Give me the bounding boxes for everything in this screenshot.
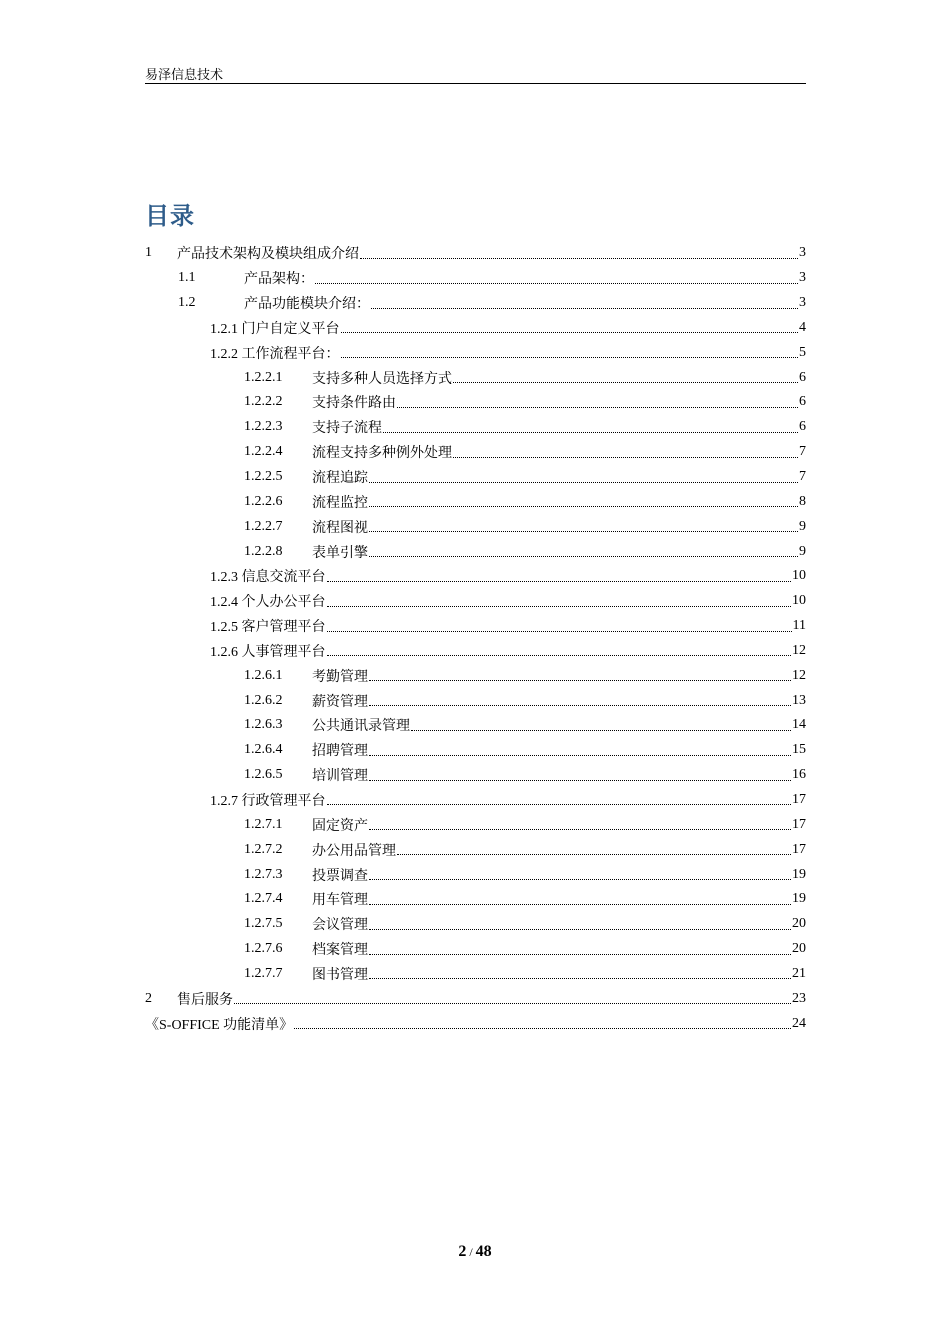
toc-entry-label: 支持子流程 — [312, 421, 382, 437]
toc-leader-dots — [327, 655, 792, 656]
toc-entry[interactable] — [145, 365, 806, 390]
toc-entry-label: 流程图视 — [312, 520, 368, 536]
toc-entry-number: 1.2.2.7 — [244, 518, 283, 534]
toc-entry-number: 1.2.2.8 — [244, 543, 283, 559]
toc-entry[interactable] — [145, 812, 806, 837]
toc-entry-label: 1.2.2 工作流程平台： — [210, 346, 340, 362]
toc-entry[interactable] — [145, 564, 806, 589]
toc-entry-page: 10 — [792, 568, 806, 584]
toc-entry-page: 21 — [792, 965, 806, 981]
toc-entry-label: 1.2.3 信息交流平台 — [210, 570, 326, 586]
toc-leader-dots — [294, 1028, 791, 1029]
toc-leader-dots — [369, 556, 798, 557]
toc-entry-label: 办公用品管理 — [312, 843, 396, 859]
toc-entry-label: 流程监控 — [312, 495, 368, 511]
toc-entry-label: 公共通讯录管理 — [312, 719, 410, 735]
toc-entry[interactable] — [145, 241, 806, 266]
toc-leader-dots — [341, 357, 799, 358]
toc-entry-label: 售后服务 — [177, 992, 233, 1008]
toc-entry-number: 1.2.7.1 — [244, 816, 283, 832]
toc-entry[interactable] — [145, 862, 806, 887]
toc-entry-number: 1.2.2.5 — [244, 469, 283, 485]
toc-leader-dots — [369, 482, 798, 483]
toc-entry-label: 1.2.1 门户自定义平台 — [210, 321, 340, 337]
toc-entry-number: 1.2.6.2 — [244, 692, 283, 708]
toc-entry-number: 1.2.7.2 — [244, 841, 283, 857]
toc-entry[interactable] — [145, 266, 806, 291]
toc-entry-label: 1.2.4 个人办公平台 — [210, 595, 326, 611]
toc-entry-label: 1.2.6 人事管理平台 — [210, 644, 326, 660]
toc-entry-page: 6 — [799, 394, 806, 410]
toc-leader-dots — [327, 606, 792, 607]
toc-entry-page: 19 — [792, 866, 806, 882]
toc-entry-number: 2 — [145, 990, 152, 1006]
toc-entry-number: 1.2.7.7 — [244, 965, 283, 981]
toc-entry-number: 1.2.6.5 — [244, 767, 283, 783]
toc-leader-dots — [327, 804, 792, 805]
toc-entry-page: 10 — [792, 593, 806, 609]
header-divider — [145, 83, 806, 84]
toc-entry-label: 流程追踪 — [312, 471, 368, 487]
toc-entry-label: 招聘管理 — [312, 744, 368, 760]
toc-leader-dots — [341, 332, 799, 333]
toc-entry[interactable] — [145, 514, 806, 539]
toc-entry-label: 会议管理 — [312, 918, 368, 934]
toc-leader-dots — [369, 879, 791, 880]
toc-entry[interactable] — [145, 465, 806, 490]
toc-entry-page: 3 — [799, 270, 806, 286]
toc-entry[interactable] — [145, 961, 806, 986]
toc-entry[interactable] — [145, 589, 806, 614]
toc-entry-label: 1.2.5 客户管理平台 — [210, 620, 326, 636]
toc-entry-page: 11 — [792, 618, 806, 634]
toc-entry-label: 档案管理 — [312, 943, 368, 959]
toc-leader-dots — [397, 854, 791, 855]
toc-entry-page: 17 — [792, 841, 806, 857]
toc-entry-page: 24 — [792, 1015, 806, 1031]
toc-entry[interactable] — [145, 489, 806, 514]
toc-leader-dots — [453, 457, 798, 458]
toc-leader-dots — [369, 755, 791, 756]
toc-entry-page: 20 — [792, 941, 806, 957]
toc-entry-number: 1.2.6.1 — [244, 667, 283, 683]
toc-entry-page: 14 — [792, 717, 806, 733]
toc-entry[interactable] — [145, 390, 806, 415]
toc-entry-page: 17 — [792, 816, 806, 832]
toc-leader-dots — [369, 705, 791, 706]
toc-entry[interactable] — [145, 614, 806, 639]
toc-entry-page: 9 — [799, 518, 806, 534]
toc-entry-page: 7 — [799, 444, 806, 460]
toc-entry[interactable] — [145, 291, 806, 316]
toc-entry[interactable] — [145, 763, 806, 788]
toc-entry[interactable] — [145, 788, 806, 813]
toc-entry-label: 支持多种人员选择方式 — [312, 371, 452, 387]
toc-entry-number: 1.1 — [178, 270, 196, 286]
toc-entry-number: 1.2.7.6 — [244, 941, 283, 957]
toc-leader-dots — [369, 904, 791, 905]
toc-entry-page: 20 — [792, 916, 806, 932]
toc-entry[interactable] — [145, 912, 806, 937]
toc-leader-dots — [397, 407, 798, 408]
toc-entry-page: 6 — [799, 369, 806, 385]
toc-entry-page: 3 — [799, 295, 806, 311]
toc-entry-page: 5 — [799, 344, 806, 360]
toc-leader-dots — [411, 730, 791, 731]
toc-entry-label: 固定资产 — [312, 818, 368, 834]
toc-entry-label: 流程支持多种例外处理 — [312, 446, 452, 462]
toc-entry[interactable] — [145, 1011, 806, 1036]
toc-entry-label: 《S-OFFICE 功能清单》 — [145, 1017, 294, 1033]
toc-entry-label: 图书管理 — [312, 967, 368, 983]
toc-entry-label: 产品功能模块介绍： — [244, 297, 370, 313]
current-page: 2 — [458, 1243, 467, 1260]
toc-entry[interactable] — [145, 316, 806, 341]
toc-entry-page: 13 — [792, 692, 806, 708]
toc-leader-dots — [371, 308, 798, 309]
toc-entry-label: 投票调查 — [312, 868, 368, 884]
toc-entry-page: 4 — [799, 319, 806, 335]
toc-entry-label: 1.2.7 行政管理平台 — [210, 793, 326, 809]
toc-entry-number: 1.2.7.3 — [244, 866, 283, 882]
toc-leader-dots — [383, 432, 798, 433]
toc-leader-dots — [369, 780, 791, 781]
toc-entry-number: 1.2.2.4 — [244, 444, 283, 460]
toc-leader-dots — [369, 680, 791, 681]
toc-leader-dots — [453, 382, 798, 383]
toc-entry[interactable] — [145, 539, 806, 564]
toc-leader-dots — [327, 631, 792, 632]
total-pages: 48 — [475, 1243, 492, 1260]
toc-entry-page: 12 — [792, 642, 806, 658]
toc-entry[interactable] — [145, 986, 806, 1011]
toc-entry-page: 19 — [792, 891, 806, 907]
toc-leader-dots — [234, 1003, 791, 1004]
toc-leader-dots — [369, 829, 791, 830]
toc-entry-label: 考勤管理 — [312, 669, 368, 685]
toc-entry-number: 1.2.6.3 — [244, 717, 283, 733]
toc-entry-label: 表单引擎 — [312, 545, 368, 561]
toc-entry-page: 17 — [792, 791, 806, 807]
toc-entry-number: 1.2 — [178, 295, 196, 311]
toc-entry[interactable] — [145, 663, 806, 688]
toc-entry[interactable] — [145, 688, 806, 713]
toc-entry-number: 1.2.2.6 — [244, 493, 283, 509]
toc-entry-label: 产品架构： — [244, 272, 314, 288]
toc-entry-label: 用车管理 — [312, 893, 368, 909]
toc-entry-page: 9 — [799, 543, 806, 559]
toc-entry[interactable] — [145, 340, 806, 365]
toc-entry-page: 3 — [799, 245, 806, 261]
toc-entry-number: 1.2.2.2 — [244, 394, 283, 410]
table-of-contents — [145, 241, 806, 1036]
page-number — [0, 1243, 950, 1261]
toc-entry-page: 12 — [792, 667, 806, 683]
toc-entry-page: 23 — [792, 990, 806, 1006]
toc-entry-number: 1.2.2.3 — [244, 419, 283, 435]
header-company: 易泽信息技术 — [145, 67, 224, 82]
toc-entry[interactable] — [145, 937, 806, 962]
toc-leader-dots — [369, 929, 791, 930]
toc-entry-number: 1 — [145, 245, 152, 261]
toc-entry-page: 15 — [792, 742, 806, 758]
toc-entry-number: 1.2.2.1 — [244, 369, 283, 385]
toc-leader-dots — [369, 954, 791, 955]
toc-entry[interactable] — [145, 415, 806, 440]
toc-entry-page: 6 — [799, 419, 806, 435]
toc-entry[interactable] — [145, 713, 806, 738]
toc-title: 目录 — [145, 204, 195, 230]
toc-entry-label: 薪资管理 — [312, 694, 368, 710]
toc-entry-label: 产品技术架构及模块组成介绍 — [177, 247, 359, 263]
toc-entry-page: 8 — [799, 493, 806, 509]
toc-entry-number: 1.2.6.4 — [244, 742, 283, 758]
toc-entry-number: 1.2.7.5 — [244, 916, 283, 932]
toc-entry[interactable] — [145, 738, 806, 763]
toc-leader-dots — [360, 258, 798, 259]
toc-leader-dots — [327, 581, 792, 582]
toc-leader-dots — [369, 506, 798, 507]
toc-entry-label: 支持条件路由 — [312, 396, 396, 412]
toc-leader-dots — [369, 531, 798, 532]
toc-entry[interactable] — [145, 639, 806, 664]
toc-entry-label: 培训管理 — [312, 769, 368, 785]
toc-entry[interactable] — [145, 887, 806, 912]
toc-entry-page: 16 — [792, 767, 806, 783]
page-separator: / — [469, 1245, 473, 1259]
toc-entry-page: 7 — [799, 469, 806, 485]
toc-leader-dots — [369, 978, 791, 979]
toc-entry[interactable] — [145, 837, 806, 862]
toc-leader-dots — [315, 283, 798, 284]
toc-entry-number: 1.2.7.4 — [244, 891, 283, 907]
toc-entry[interactable] — [145, 440, 806, 465]
